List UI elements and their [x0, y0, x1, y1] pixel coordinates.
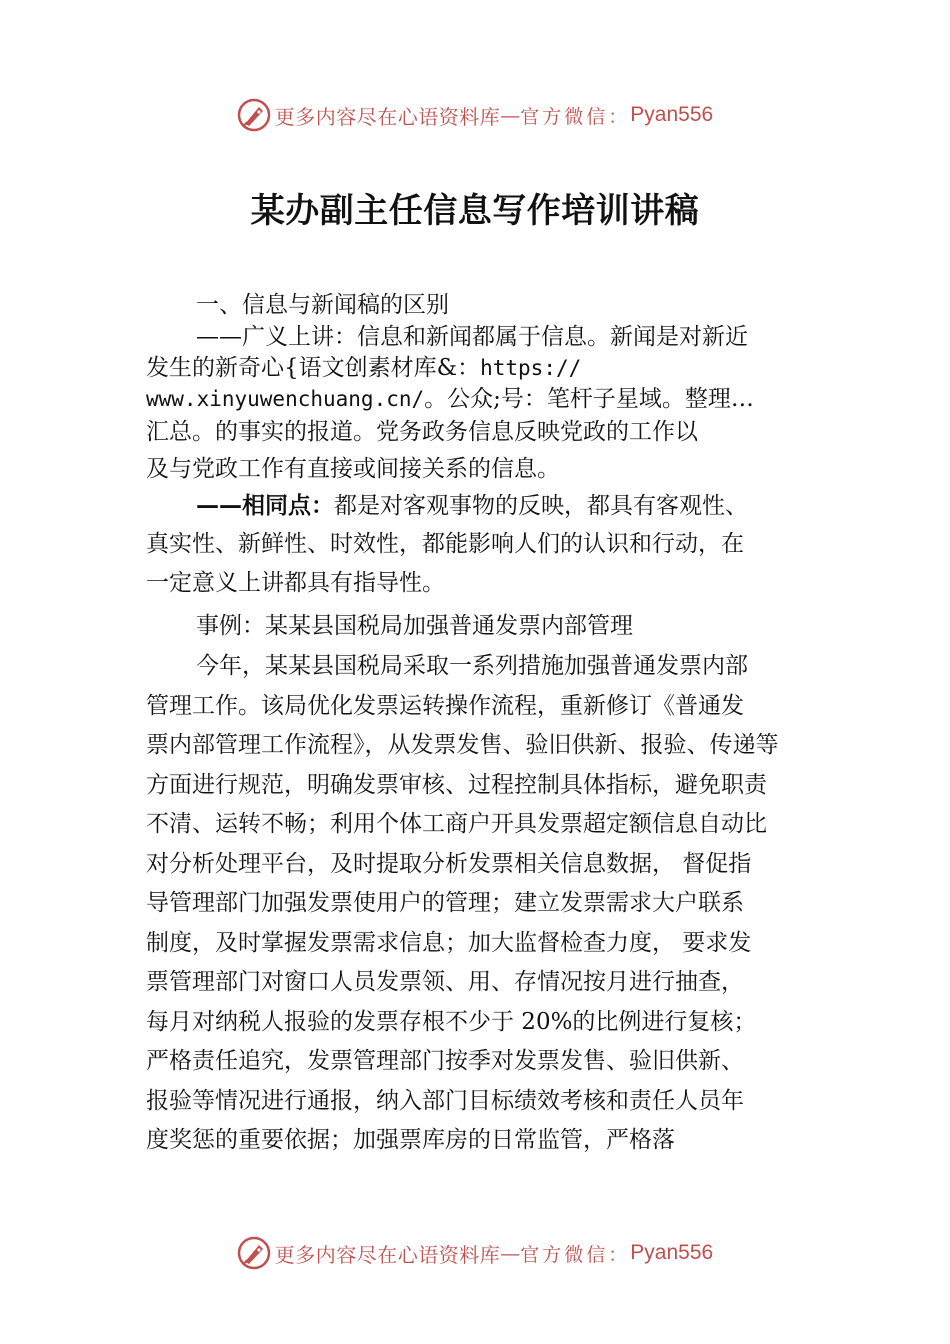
footer-banner [0, 1233, 950, 1273]
example-paragraph [146, 647, 816, 1161]
paragraph-line: ——广义上讲：信息和新闻都属于信息。新闻是对新近 [196, 324, 748, 350]
document-title: 某办副主任信息写作培训讲稿 [250, 191, 700, 231]
example-line: 严格责任追究，发票管理部门按季对发票发售、验旧供新、 [146, 1048, 744, 1074]
banner-wechat-label: 官方微信： [520, 105, 631, 128]
example-title: 事例：某某县国税局加强普通发票内部管理 [196, 613, 633, 639]
paragraph-similarities [146, 487, 816, 603]
section-heading: 一、信息与新闻稿的区别 [196, 292, 449, 318]
header-banner [0, 95, 950, 135]
banner-wechat-id: Pyan556 [630, 1241, 714, 1264]
pen-nib-logo-icon [237, 1236, 271, 1270]
example-line: 票管理部门对窗口人员发票领、用、存情况按月进行抽查， [146, 969, 744, 995]
banner-dash: — [500, 103, 521, 127]
pen-nib-logo-icon [237, 98, 271, 132]
example-line: 票内部管理工作流程》，从发票发售、验旧供新、报验、传递等 [146, 732, 779, 758]
example-line: 导管理部门加强发票使用户的管理；建立发票需求大户联系 [146, 890, 744, 916]
paragraph-line: 及与党政工作有直接或间接关系的信息。 [146, 456, 560, 482]
similarities-lead: ——相同点： [196, 493, 334, 519]
paragraph-line: www.xinyuwenchuang.cn/。公众;号：笔杆子星域。整理… [146, 386, 754, 412]
paragraph-line: 一定意义上讲都具有指导性。 [146, 570, 445, 596]
paragraph-line: 汇总。的事实的报道。党务政务信息反映党政的工作以 [146, 419, 698, 445]
banner-dash: — [500, 1241, 521, 1265]
banner-wechat-label: 官方微信： [520, 1243, 631, 1266]
banner-text: 更多内容尽在心语资料库 [274, 104, 501, 129]
banner-text: 更多内容尽在心语资料库 [274, 1242, 501, 1267]
example-line: 方面进行规范，明确发票审核、过程控制具体指标，避免职责 [146, 771, 767, 798]
paragraph-broad-sense [146, 322, 816, 489]
example-line: 制度，及时掌握发票需求信息；加大监督检查力度， 要求发 [146, 929, 752, 956]
document-body [146, 288, 816, 1161]
example-line: 今年，某某县国税局采取一系列措施加强普通发票内部 [196, 653, 748, 679]
paragraph-line: 发生的新奇心{语文创素材库&：https:// [146, 355, 582, 381]
example-line: 度奖惩的重要依据；加强票库房的日常监管，严格落 [146, 1127, 675, 1153]
example-title-block [146, 605, 816, 647]
example-line: 管理工作。该局优化发票运转操作流程，重新修订《普通发 [146, 692, 744, 719]
paragraph-line: ——相同点：都是对客观事物的反映，都具有客观性、 [196, 493, 748, 519]
banner-wechat-id: Pyan556 [630, 103, 714, 126]
example-line: 不清、运转不畅；利用个体工商户开具发票超定额信息自动比 [146, 811, 767, 837]
paragraph-line: 真实性、新鲜性、时效性，都能影响人们的认识和行动，在 [146, 531, 744, 557]
example-line: 对分析处理平台，及时提取分析发票相关信息数据， 督促指 [146, 850, 752, 877]
example-line: 每月对纳税人报验的发票存根不少于 20%的比例进行复核； [146, 1008, 757, 1035]
example-line: 报验等情况进行通报，纳入部门目标绩效考核和责任人员年 [146, 1087, 744, 1114]
section-heading-block [146, 288, 816, 322]
